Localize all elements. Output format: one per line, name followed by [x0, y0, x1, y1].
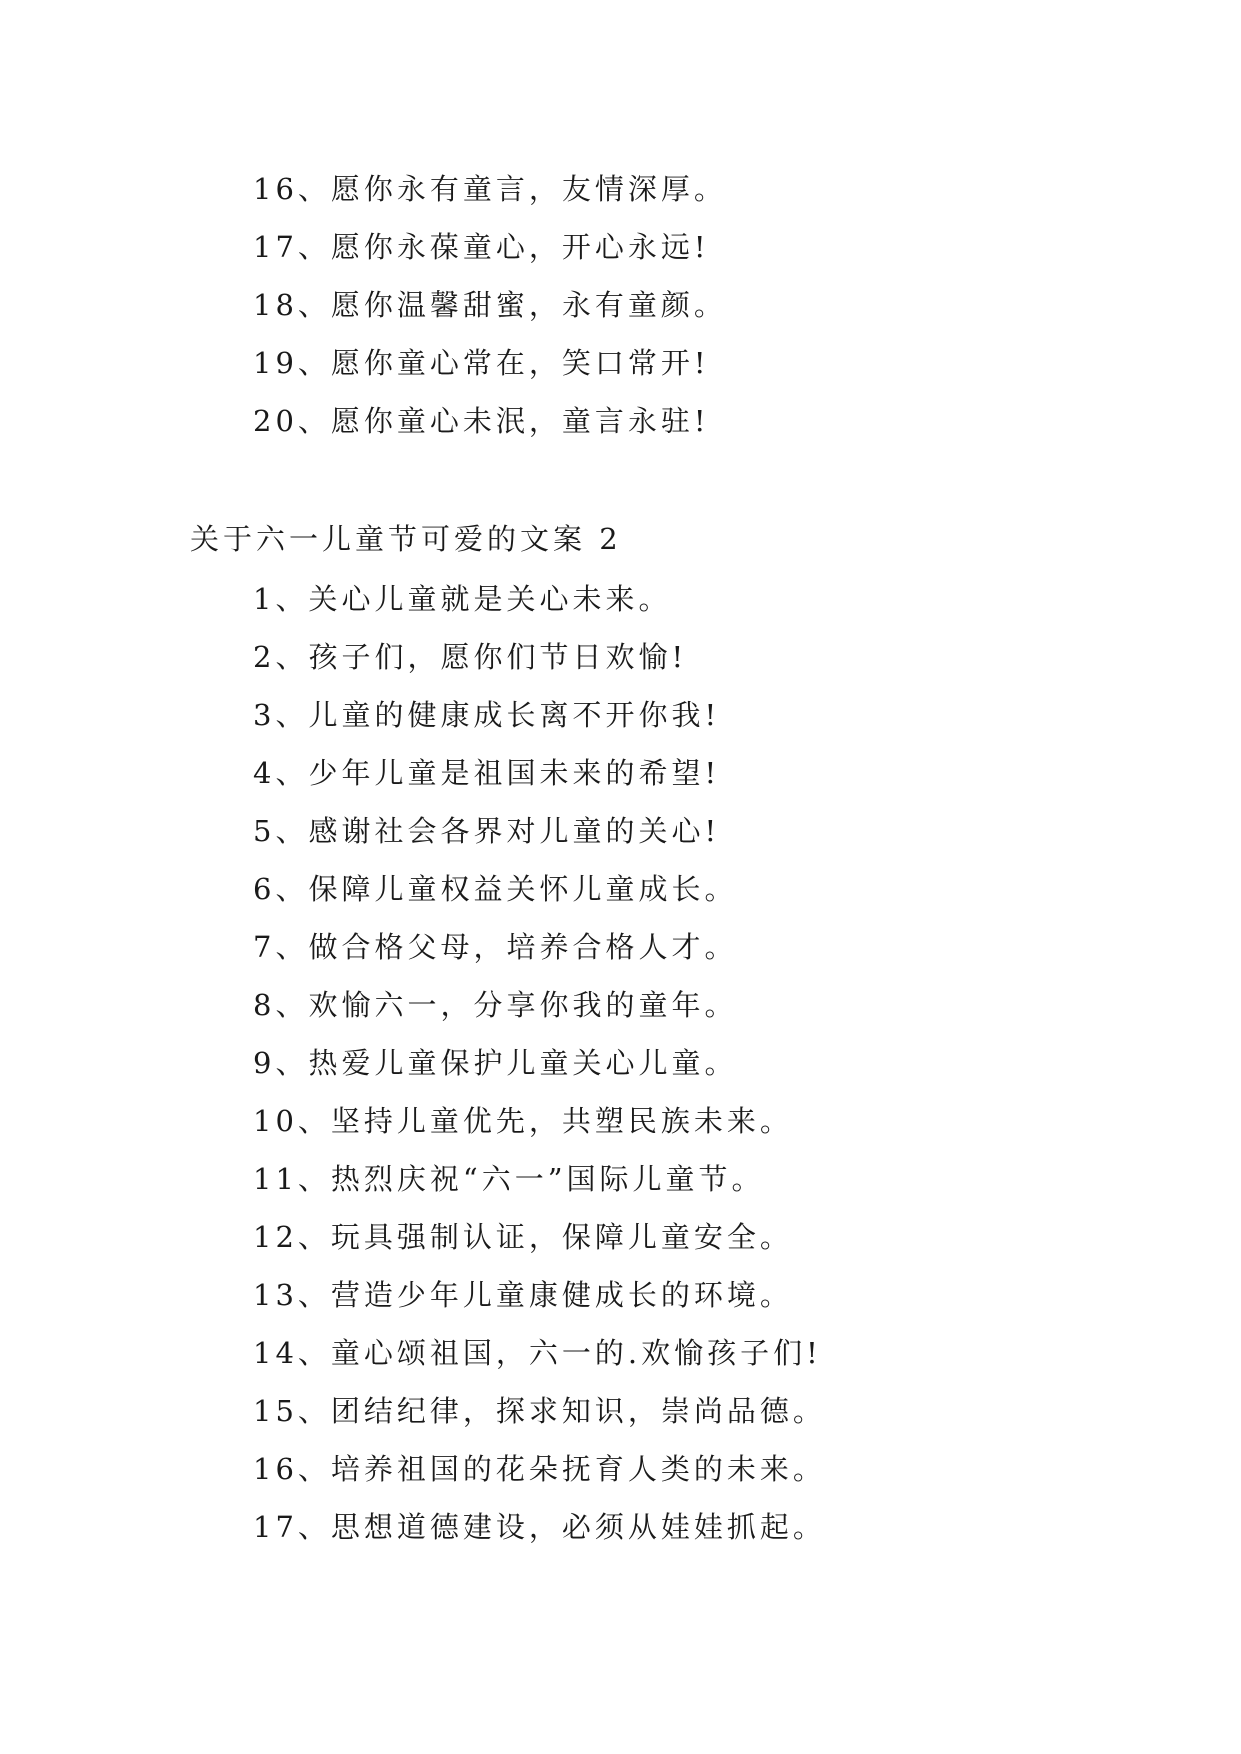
wish-list-continued: [253, 160, 1153, 450]
section-heading: 关于六一儿童节可爱的文案 2: [190, 522, 622, 556]
slogan-list: [253, 570, 1153, 1556]
list-item: 2、孩子们，愿你们节日欢愉!: [253, 640, 688, 674]
list-item: 15、团结纪律，探求知识，崇尚品德。: [253, 1394, 826, 1428]
list-item: 12、玩具强制认证，保障儿童安全。: [253, 1220, 793, 1254]
list-item: 7、做合格父母，培养合格人才。: [253, 930, 738, 964]
list-item: 11、热烈庆祝“六一”国际儿童节。: [253, 1162, 765, 1196]
list-item: 1、关心儿童就是关心未来。: [253, 582, 672, 616]
list-item: 9、热爱儿童保护儿童关心儿童。: [253, 1046, 738, 1080]
list-item: 19、愿你童心常在，笑口常开!: [253, 346, 710, 380]
list-item: 10、坚持儿童优先，共塑民族未来。: [253, 1104, 793, 1138]
list-item: 5、感谢社会各界对儿童的关心!: [253, 814, 721, 848]
list-item: 17、愿你永葆童心，开心永远!: [253, 230, 710, 264]
list-item: 13、营造少年儿童康健成长的环境。: [253, 1278, 793, 1312]
list-item: 17、思想道德建设，必须从娃娃抓起。: [253, 1510, 826, 1544]
list-item: 4、少年儿童是祖国未来的希望!: [253, 756, 721, 790]
list-item: 14、童心颂祖国，六一的.欢愉孩子们!: [253, 1336, 822, 1370]
list-item: 18、愿你温馨甜蜜，永有童颜。: [253, 288, 727, 322]
list-item: 3、儿童的健康成长离不开你我!: [253, 698, 721, 732]
list-item: 20、愿你童心未泯，童言永驻!: [253, 404, 710, 438]
list-item: 6、保障儿童权益关怀儿童成长。: [253, 872, 738, 906]
list-item: 8、欢愉六一，分享你我的童年。: [253, 988, 738, 1022]
list-item: 16、愿你永有童言，友情深厚。: [253, 172, 727, 206]
list-item: 16、培养祖国的花朵抚育人类的未来。: [253, 1452, 826, 1486]
